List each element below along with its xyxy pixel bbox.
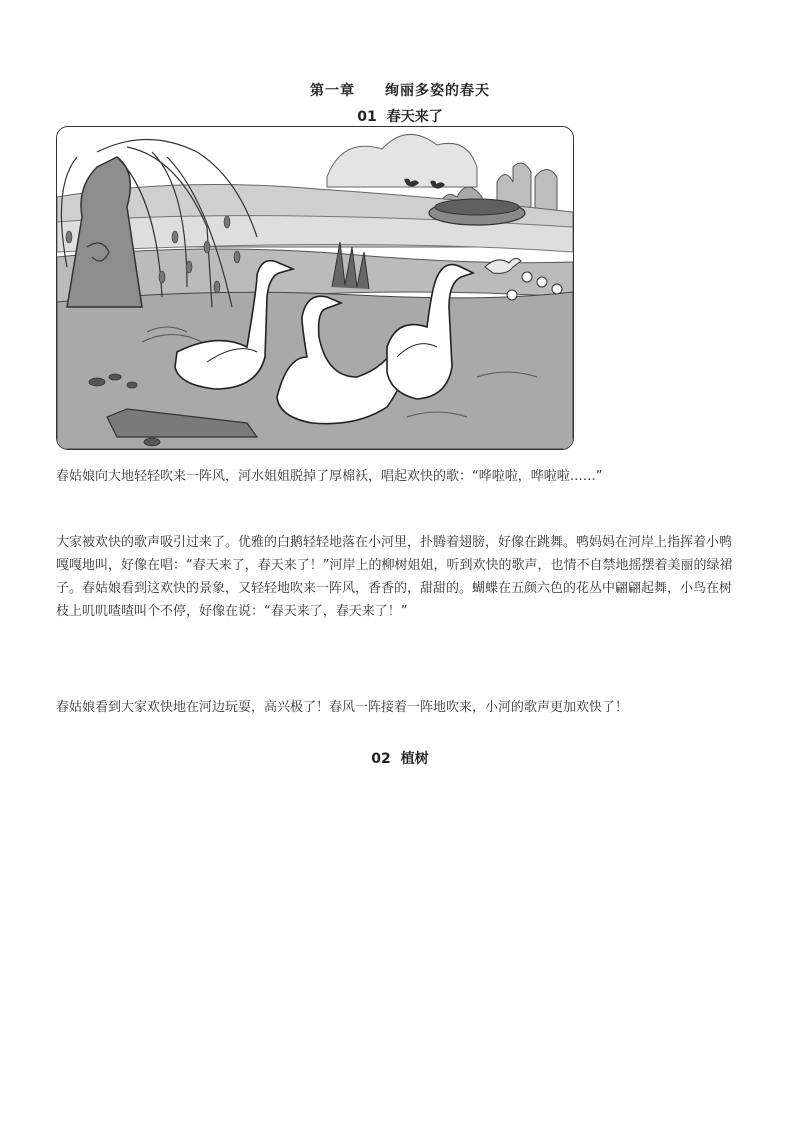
paragraph-3: 春姑娘看到大家欢快地在河边玩耍，高兴极了！春风一阵接着一阵地吹来，小河的歌声更加欢快了！ [56, 700, 629, 715]
chapter-heading [0, 80, 800, 100]
chapter-title: 绚丽多姿的春天 [385, 83, 490, 99]
swan-river-illustration [56, 126, 574, 450]
section-title: 春天来了 [386, 109, 443, 125]
section-number: 01 [357, 109, 377, 125]
section-heading-2 [0, 748, 800, 768]
paragraph-2: 大家被欢快的歌声吸引过来了。优雅的白鹅轻轻地落在小河里，扑腾着翅膀，好像在跳舞。鸭妈妈在河岸上指挥着小鸭嘎嘎地叫，好像在唱：“春天来了，春天来了！”河岸上的柳树姐姐，听到欢快的歌声，也情不自禁地摇摆着美丽的绿裙子。春姑娘看到这欢快的景象，又轻轻地吹来一阵风，香香的，甜甜的。蝴蝶在五颜六色的花丛中翩翩起舞，小鸟在树枝上叽叽喳喳叫个不停，好像在说：“春天来了，春天来了！” [56, 535, 733, 619]
illustration-drawing [57, 127, 573, 449]
section-heading-1 [0, 106, 800, 126]
chapter-label: 第一章 [310, 83, 355, 99]
section-number: 02 [371, 751, 391, 767]
paragraph-1: 春姑娘向大地轻轻吹来一阵风，河水姐姐脱掉了厚棉袄，唱起欢快的歌：“哗啦啦，哗啦啦……” [56, 469, 603, 484]
section-title: 植树 [400, 751, 429, 767]
